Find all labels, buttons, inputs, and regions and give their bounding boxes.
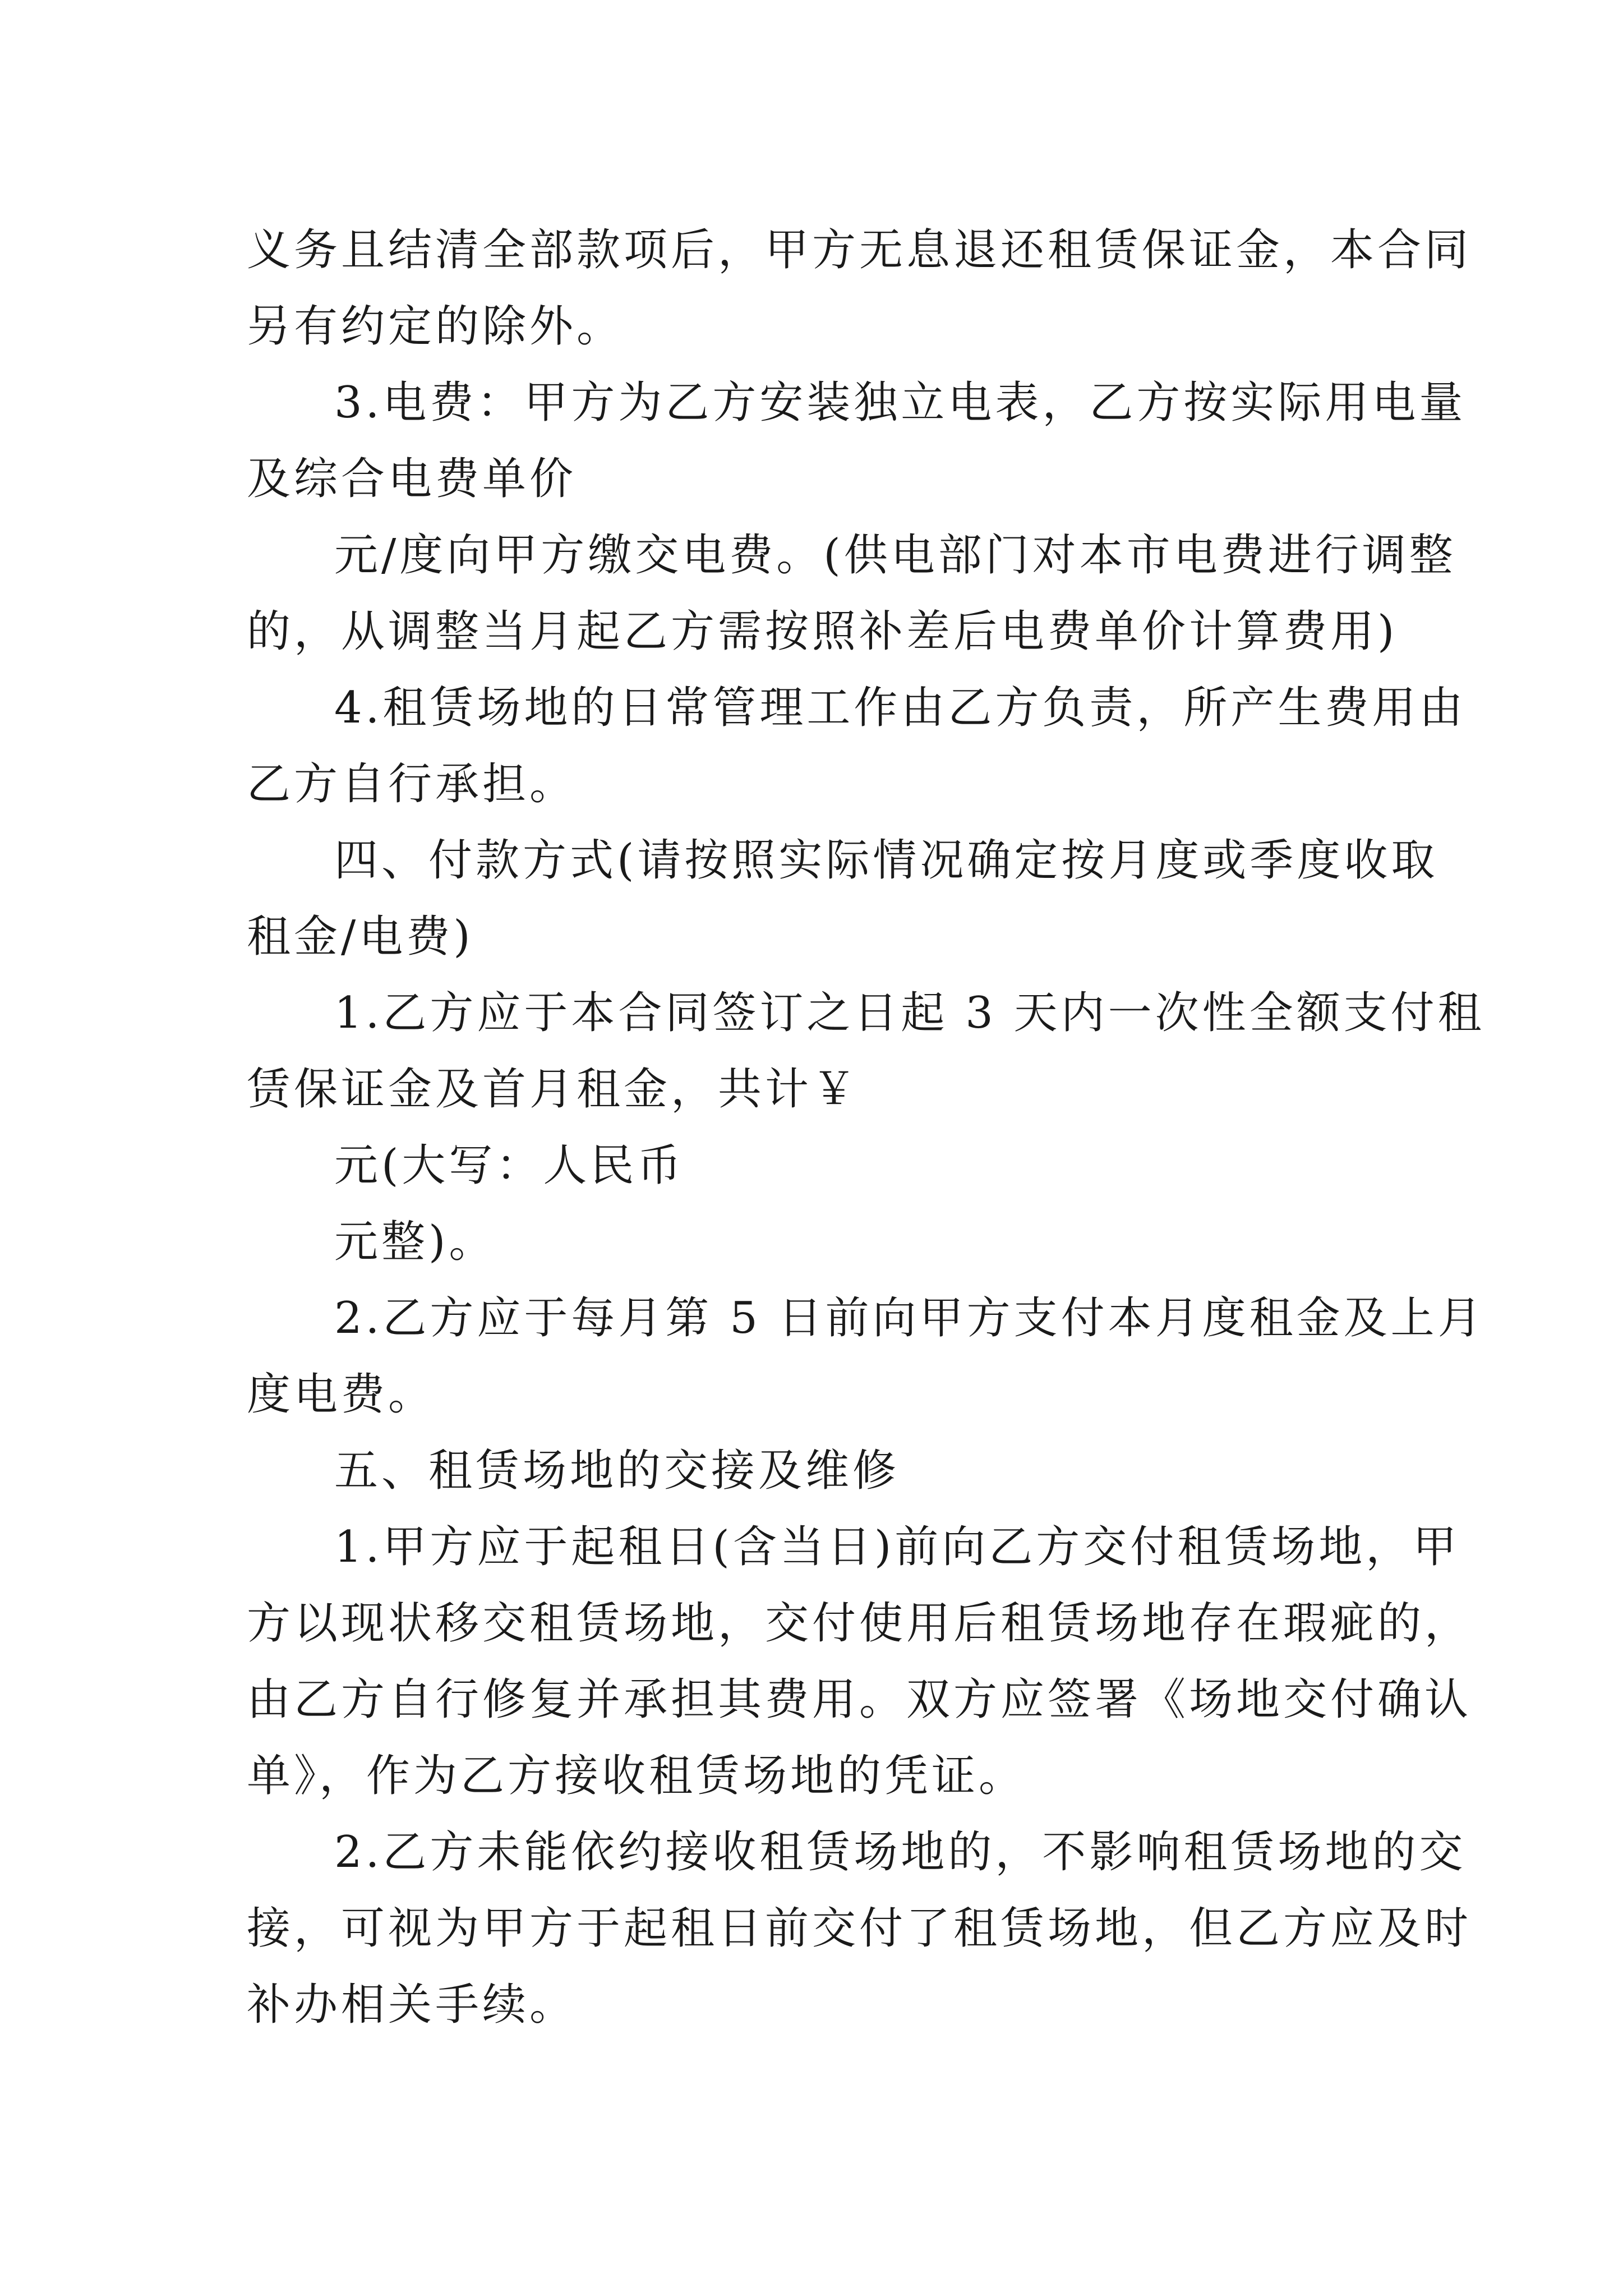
document-line: 租金/电费)	[247, 912, 474, 962]
document-line: 1.乙方应于本合同签订之日起 3 天内一次性全额支付租	[334, 988, 1485, 1038]
document-line: 元(大写：人民币	[334, 1140, 685, 1191]
document-line: 及综合电费单价	[247, 454, 577, 504]
document-line: 4.租赁场地的日常管理工作由乙方负责，所产生费用由	[334, 683, 1467, 733]
document-line: 元整)。	[334, 1217, 496, 1267]
document-line: 单》，作为乙方接收租赁场地的凭证。	[247, 1751, 1026, 1801]
document-line: 四、付款方式(请按照实际情况确定按月度或季度收取	[334, 835, 1438, 886]
document-line: 3.电费：甲方为乙方安装独立电表，乙方按实际用电量	[334, 378, 1467, 428]
document-body	[247, 212, 1485, 2043]
document-line: 方以现状移交租赁场地，交付使用后租赁场地存在瑕疵的，	[247, 1598, 1472, 1649]
document-line: 由乙方自行修复并承担其费用。双方应签署《场地交付确认	[247, 1674, 1472, 1725]
document-line: 1.甲方应于起租日(含当日)前向乙方交付租赁场地，甲	[334, 1522, 1460, 1572]
document-line: 2.乙方未能依约接收租赁场地的，不影响租赁场地的交	[334, 1827, 1467, 1878]
document-line: 接，可视为甲方于起租日前交付了租赁场地，但乙方应及时	[247, 1903, 1472, 1954]
document-line: 元/度向甲方缴交电费。(供电部门对本市电费进行调整	[334, 530, 1456, 581]
document-line: 五、租赁场地的交接及维修	[334, 1446, 900, 1496]
document-line: 乙方自行承担。	[247, 759, 577, 809]
document-line: 补办相关手续。	[247, 1980, 577, 2030]
document-line: 度电费。	[247, 1369, 436, 1420]
document-line: 赁保证金及首月租金，共计￥	[247, 1064, 860, 1115]
document-line: 义务且结清全部款项后，甲方无息退还租赁保证金，本合同	[247, 225, 1472, 275]
document-line: 2.乙方应于每月第 5 日前向甲方支付本月度租金及上月	[334, 1293, 1485, 1343]
document-line: 的，从调整当月起乙方需按照补差后电费单价计算费用)	[247, 606, 1398, 657]
document-line: 另有约定的除外。	[247, 301, 624, 352]
